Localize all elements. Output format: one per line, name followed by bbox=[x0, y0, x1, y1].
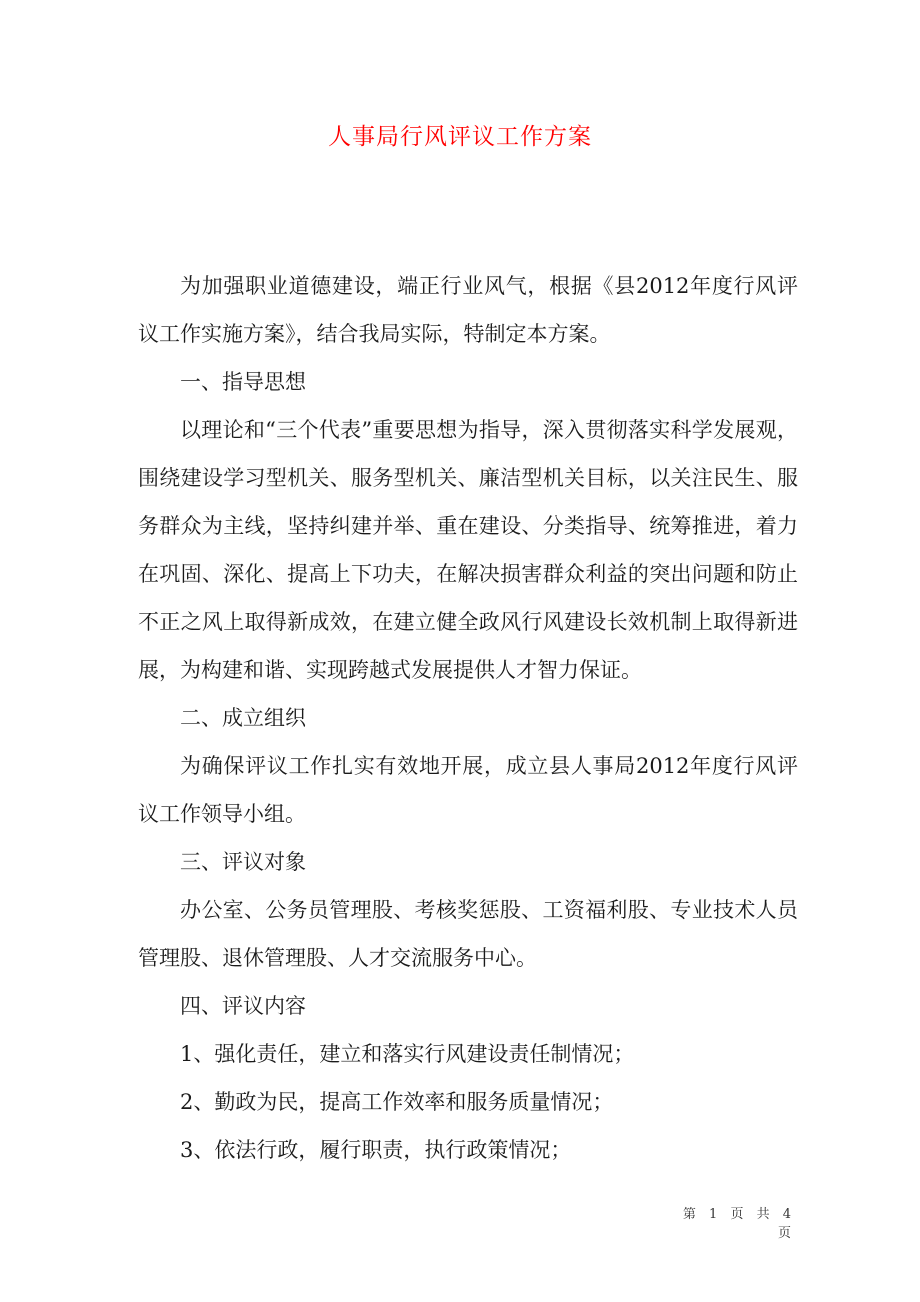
section-heading-guiding-ideology: 一、指导思想 bbox=[180, 370, 306, 394]
evaluation-targets-paragraph: 办公室、公务员管理股、考核奖惩股、工资福利股、专业技术人员管理股、退休管理股、人才交流服务中心。 bbox=[138, 898, 798, 970]
document-title: 人事局行风评议工作方案 bbox=[328, 124, 592, 150]
page-number-footer: 第 1 页 共 4 页 bbox=[682, 1207, 793, 1241]
evaluation-item-1: 1、强化责任，建立和落实行风建设责任制情况； bbox=[180, 1042, 635, 1066]
section-heading-organization: 二、成立组织 bbox=[180, 706, 306, 730]
organization-paragraph: 为确保评议工作扎实有效地开展，成立县人事局2012年度行风评议工作领导小组。 bbox=[138, 754, 798, 826]
guiding-ideology-paragraph: 以理论和“三个代表”重要思想为指导，深入贯彻落实科学发展观，围绕建设学习型机关、服务型机关、廉洁型机关目标，以关注民生、服务群众为主线，坚持纠建并举、重在建设、分类指导、统筹推进，着力在巩固、深化、提高上下功夫，在解决损害群众利益的突出问题和防止不正之风上取得新成效，在建立健全政风行风建设长效机制上取得新进展，为构建和谐、实现跨越式发展提供人才智力保证。 bbox=[138, 418, 798, 682]
section-heading-evaluation-content: 四、评议内容 bbox=[180, 994, 306, 1018]
section-heading-evaluation-targets: 三、评议对象 bbox=[180, 850, 306, 874]
evaluation-item-2: 2、勤政为民，提高工作效率和服务质量情况； bbox=[180, 1090, 614, 1114]
evaluation-item-3: 3、依法行政，履行职责，执行政策情况； bbox=[180, 1138, 572, 1162]
document-body bbox=[138, 262, 798, 1174]
intro-paragraph: 为加强职业道德建设，端正行业风气，根据《县2012年度行风评议工作实施方案》，结合我局实际，特制定本方案。 bbox=[138, 274, 798, 346]
